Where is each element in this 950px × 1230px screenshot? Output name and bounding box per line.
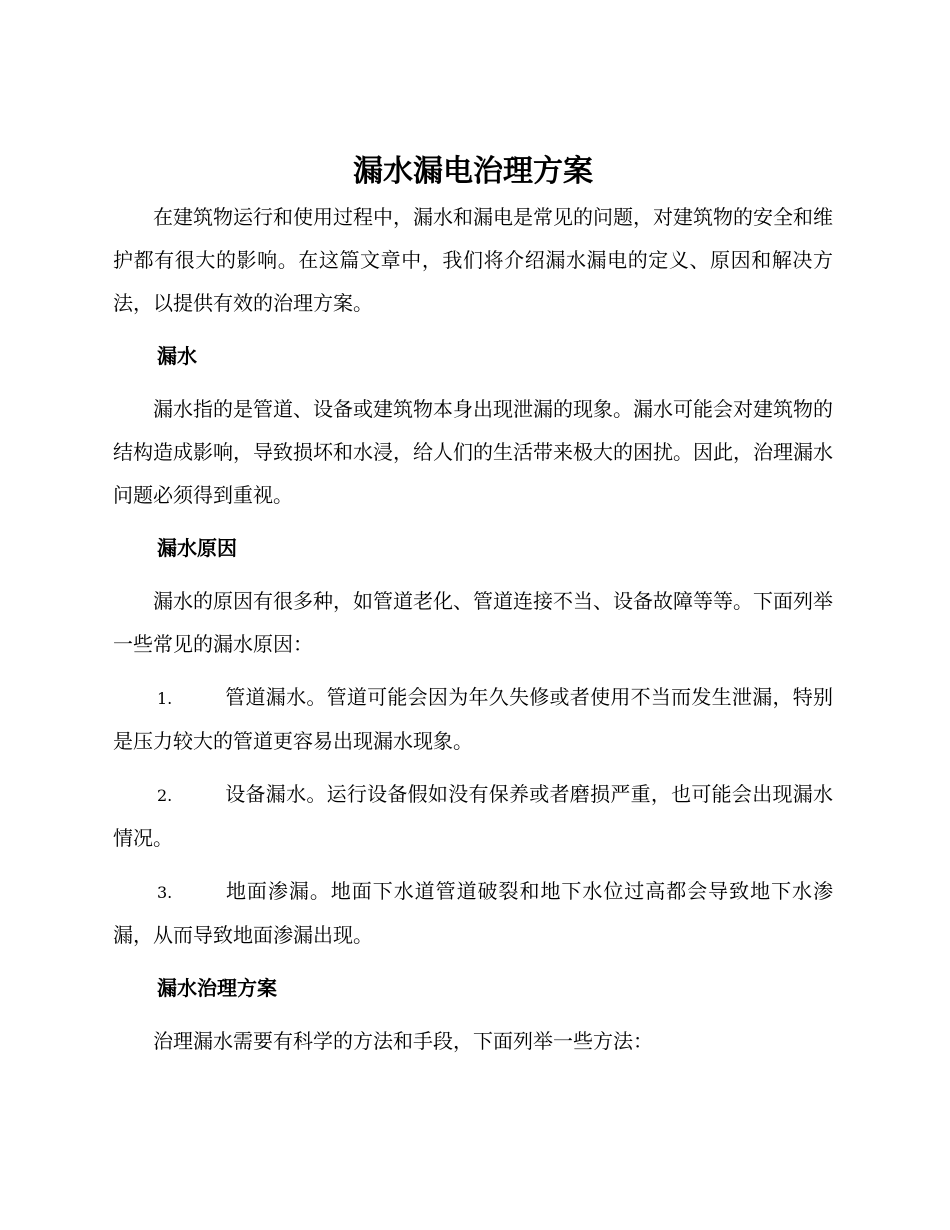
list-item-number: 2. xyxy=(157,786,173,805)
solution-paragraph: 治理漏水需要有科学的方法和手段，下面列举一些方法： xyxy=(153,1029,653,1053)
causes-paragraph: 漏水的原因有很多种，如管道老化、管道连接不当、设备故障等等。下面列举一些常见的漏水原因： xyxy=(113,589,833,656)
list-item xyxy=(113,676,833,763)
list-item-text: 设备漏水。运行设备假如没有保养或者磨损严重，也可能会出现漏水情况。 xyxy=(113,782,833,850)
leak-paragraph: 漏水指的是管道、设备或建筑物本身出现泄漏的现象。漏水可能会对建筑物的结构造成影响，导致损坏和水浸，给人们的生活带来极大的困扰。因此，治理漏水问题必须得到重视。 xyxy=(113,397,833,507)
list-item-number: 3. xyxy=(157,883,173,902)
intro-paragraph: 在建筑物运行和使用过程中，漏水和漏电是常见的问题，对建筑物的安全和维护都有很大的影响。在这篇文章中，我们将介绍漏水漏电的定义、原因和解决方法，以提供有效的治理方案。 xyxy=(113,205,833,315)
list-item xyxy=(113,773,833,860)
section-heading-solution: 漏水治理方案 xyxy=(157,976,277,1000)
list-item-text: 管道漏水。管道可能会因为年久失修或者使用不当而发生泄漏，特别是压力较大的管道更容易出现漏水现象。 xyxy=(113,685,833,753)
section-heading-leak: 漏水 xyxy=(157,344,197,368)
list-item-number: 1. xyxy=(157,689,173,708)
section-heading-causes: 漏水原因 xyxy=(157,536,237,560)
list-item xyxy=(113,870,833,957)
document-body xyxy=(113,150,833,1073)
document-title: 漏水漏电治理方案 xyxy=(353,154,593,189)
list-item-text: 地面渗漏。地面下水道管道破裂和地下水位过高都会导致地下水渗漏，从而导致地面渗漏出现。 xyxy=(113,879,833,947)
